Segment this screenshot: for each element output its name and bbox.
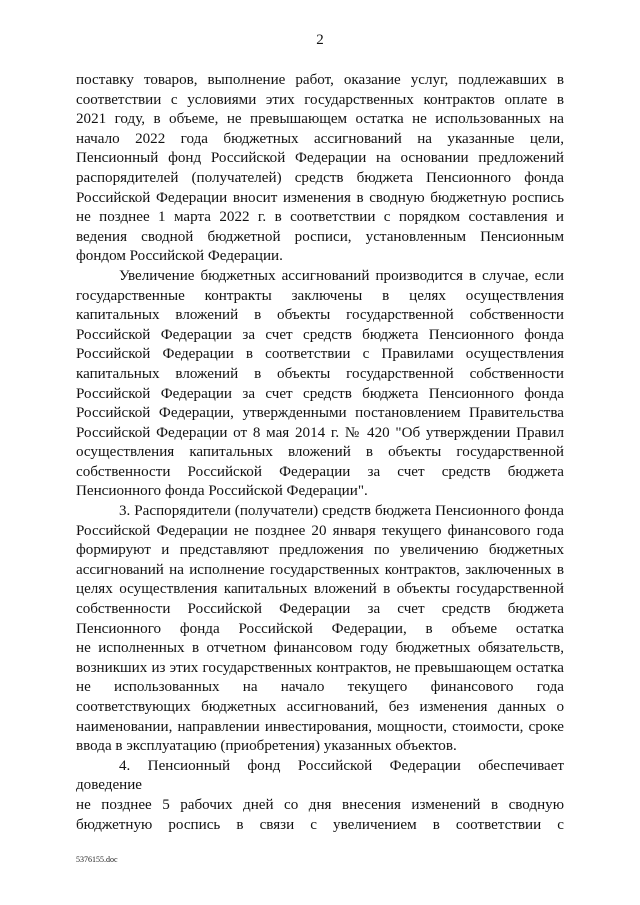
text-line: собственности Российской Федерации за счет средств бюджета xyxy=(76,463,564,480)
text-line: собственности Российской Федерации за счет средств бюджета xyxy=(76,601,564,618)
text-line: государственные контракты заключены в целях осуществления xyxy=(76,287,564,304)
text-line: Российской Федерации в соответствии с Правилами осуществления xyxy=(76,346,564,363)
text-line: Российской Федерации вносит изменения в сводную бюджетную роспись xyxy=(76,189,564,206)
page-number: 2 xyxy=(316,32,324,48)
document-body xyxy=(76,71,564,835)
text-line: 2021 году, в объеме, не превышающем остатка не использованных на xyxy=(76,111,564,128)
text-line: распорядителей (получателей) средств бюджета Пенсионного фонда xyxy=(76,169,564,186)
text-line: не использованных на начало текущего финансового года xyxy=(76,679,564,696)
text-line: не позднее 1 марта 2022 г. в соответствии с порядком составления и xyxy=(76,209,564,226)
text-line: возникших из этих государственных контрактов, не превышающем остатка xyxy=(76,659,564,676)
text-line: соответствующих бюджетных ассигнований, без изменения данных о xyxy=(76,699,564,715)
text-line: фондом Российской Федерации. xyxy=(76,248,283,265)
text-line: Увеличение бюджетных ассигнований производится в случае, если xyxy=(119,267,564,284)
paragraph xyxy=(76,502,564,757)
text-line: Российской Федерации, утвержденными постановлением Правительства xyxy=(76,405,564,422)
text-line: ввода в эксплуатацию (приобретения) указанных объектов. xyxy=(76,738,457,755)
text-line: 3. Распорядители (получатели) средств бюджета Пенсионного фонда xyxy=(119,503,564,520)
text-line: наименовании, направлении инвестирования, мощности, стоимости, сроке xyxy=(76,718,564,735)
text-line: соответствии с условиями этих государственных контрактов оплате в xyxy=(76,91,564,108)
text-line: целях осуществления капитальных вложений в объекты государственной xyxy=(76,581,564,598)
text-line: не позднее 5 рабочих дней со дня внесения изменений в сводную xyxy=(76,796,564,813)
text-line: Российской Федерации не позднее 20 января текущего финансового года xyxy=(76,522,564,539)
paragraph xyxy=(76,757,564,835)
text-line: формируют и представляют предложения по увеличению бюджетных xyxy=(76,542,564,559)
text-line: начало 2022 года бюджетных ассигнований на указанные цели, xyxy=(76,130,564,147)
text-line: Российской Федерации за счет средств бюджета Пенсионного фонда xyxy=(76,385,564,402)
paragraph xyxy=(76,267,564,502)
text-line: бюджетную роспись в связи с увеличением в соответствии с xyxy=(76,816,564,833)
text-line: Пенсионного фонда Российской Федерации". xyxy=(76,483,368,500)
document-file-id: 5376155.doc xyxy=(76,855,118,864)
text-line: 4. Пенсионный фонд Российской Федерации обеспечивает доведение xyxy=(76,757,564,794)
text-line: осуществления капитальных вложений в объекты государственной xyxy=(76,444,564,461)
text-line: капитальных вложений в объекты государственной собственности xyxy=(76,307,564,324)
text-line: ведения сводной бюджетной росписи, установленным Пенсионным xyxy=(76,228,564,245)
paragraph xyxy=(76,71,564,267)
text-line: Пенсионного фонда Российской Федерации, в объеме остатка xyxy=(76,620,564,637)
text-line: Российской Федерации от 8 мая 2014 г. № 420 "Об утверждении Правил xyxy=(76,424,564,441)
text-line: ассигнований на исполнение государственных контрактов, заключенных в xyxy=(76,561,564,578)
text-line: Российской Федерации за счет средств бюджета Пенсионного фонда xyxy=(76,326,564,343)
text-line: Пенсионный фонд Российской Федерации на основании предложений xyxy=(76,150,564,167)
text-line: не исполненных в отчетном финансовом году бюджетных обязательств, xyxy=(76,640,564,657)
text-line: поставку товаров, выполнение работ, оказание услуг, подлежавших в xyxy=(76,72,564,88)
text-line: капитальных вложений в объекты государственной собственности xyxy=(76,365,564,382)
